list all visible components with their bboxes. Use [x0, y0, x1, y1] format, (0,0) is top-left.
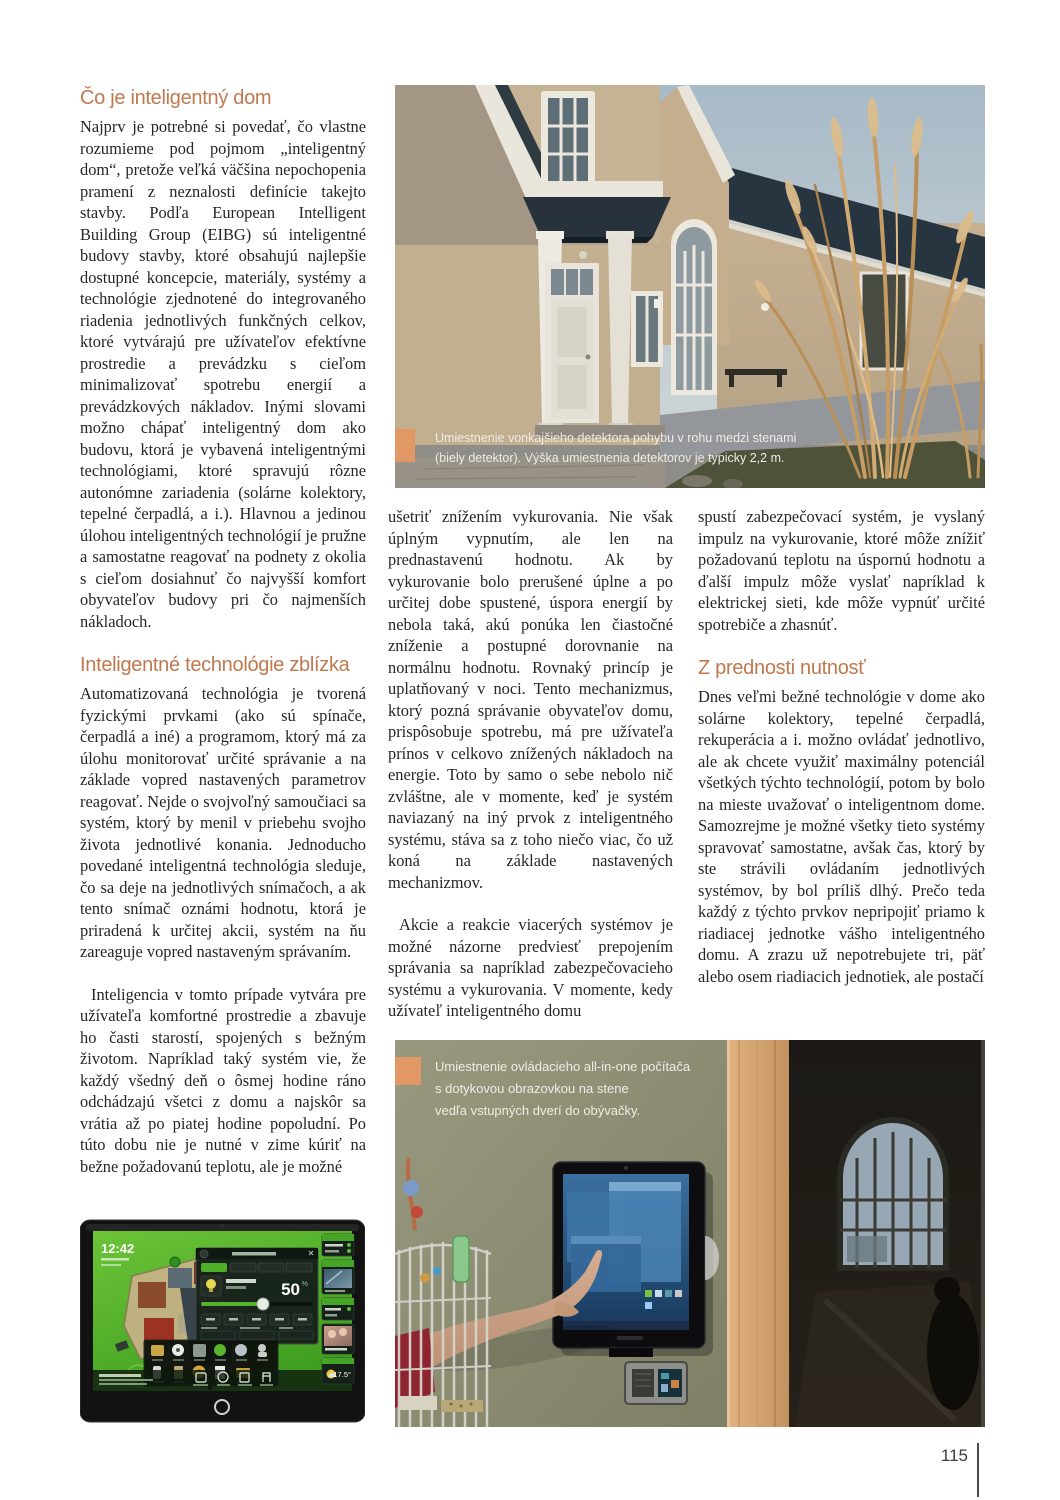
pc-logo: [617, 1336, 643, 1340]
tablet-camera-icon: [221, 1225, 224, 1228]
slider-fill: [201, 1302, 263, 1306]
motion-detector: [761, 303, 769, 311]
right-text-column: [698, 506, 985, 987]
slider-thumb: [257, 1298, 269, 1310]
mount-bracket: [609, 1348, 653, 1357]
preset-buttons: [201, 1314, 312, 1325]
caption-line: vedľa vstupných dverí do obývačky.: [435, 1103, 641, 1118]
caption-line: s dotykovou obrazovkou na stene: [435, 1081, 629, 1096]
temperature-text: 17.5°: [333, 1370, 351, 1379]
leaf-icon: [214, 1344, 226, 1356]
middle-text-column: [388, 506, 673, 1022]
paragraph: Automatizovaná technológia je tvorená fyzickými prvkami (ako sú spínače, čerpadlá a iné) a programom, ktorý má za úlohu monitorovať určité správanie a na základe vopred nastavených parametrov reagovať. Nejde o svojvoľný samoučiaci sa systém, ktorý by menil v priebehu svojho života jednotlivé konania. Jednoducho povedané inteligentná technológia sleduje, čo sa deje na jednotlivých snímačoch, a ak tento snímač oznámi hodnotu, ktorá je priradená k určitej akcii, systém na ňu zareaguje vopred nastaveným správaním.: [80, 684, 366, 961]
section-heading-from-advantage-to-necessity: Z prednosti nutnosť: [698, 657, 866, 679]
caption-line: Umiestnenie vonkajšieho detektora pohybu v rohu medzi stenami: [435, 431, 797, 445]
smart-home-tablet-photo: [80, 1218, 365, 1424]
cage-toy: [433, 1267, 441, 1275]
feeder-bottle: [453, 1236, 469, 1282]
wall-detector: [654, 299, 660, 308]
tab: [230, 1263, 256, 1272]
family-photo-thumbnail: [324, 1326, 352, 1346]
door-handle: [586, 355, 591, 360]
status-text-line: [99, 1374, 141, 1377]
tab: [258, 1263, 284, 1272]
tab: [286, 1263, 312, 1272]
wheel-icon: [235, 1344, 247, 1356]
dialog-title-text: [232, 1252, 276, 1256]
caption-marker: [395, 1057, 421, 1085]
glass-door-reflection: [789, 1040, 985, 1427]
cage-tray: [399, 1396, 437, 1410]
house-left-block: [395, 85, 671, 477]
wooden-door-frame: [727, 1040, 789, 1427]
wall-keypad: [625, 1362, 687, 1404]
caption-line: (biely detektor). Výška umiestnenia detektorov je typicky 2,2 m.: [435, 451, 785, 465]
dimmer-unit-text: %: [301, 1281, 308, 1288]
front-door: [545, 263, 599, 423]
person-icon: [258, 1344, 266, 1352]
caption-marker: [395, 429, 415, 462]
caption-line: Umiestnenie ovládacieho all-in-one počítača: [435, 1059, 691, 1074]
reflected-buildings: [847, 1236, 887, 1262]
page-number: 115: [940, 1446, 968, 1465]
light-dimmer-dialog: [196, 1248, 318, 1344]
webcam-icon: [624, 1166, 628, 1170]
paragraph: Dnes veľmi bežné technológie v dome ako solárne kolektory, tepelné čerpadlá, rekuperácia a i. možno ovládať jednotlivo, ale ak chcete využiť maximálny potenciál všetkých týchto technológií, potom by bolo na mieste uvažovať o inteligentnom dome. Samozrejme je možné všetky tieto systémy spravovať samostatne, avšak čas, ktorý by ste strávili ovládaním jednotlivých systémov, by bol príliš dlhý. Prečo teda každý z týchto prvkov nepripojiť priamo k riadiacej jednotke vášho inteligentného domu. A zrazu už nepotrebujete tri, päť alebo osem riadiacich jednotiek, ale postačí: [698, 687, 985, 986]
house-exterior-photo: [395, 85, 985, 488]
paragraph: Inteligencia v tomto prípade vytvára pre užívateľa komfortné prostredie a zbavuje ho časti starostí, spojených s bežným životom. Napríklad taký systém vie, že každý všedný deň o ôsmej hodine ráno odchádzajú všetci z domu a najskôr sa vrátia až po piatej hodine popoludní. Po túto dobu nie je nutné v zime kúriť na bežne požadovanú teplotu, ale je možné: [80, 984, 366, 1176]
tree-icon: [170, 1257, 180, 1267]
paragraph: spustí zabezpečovací systém, je vyslaný impulz na vykurovanie, ktoré môže znížiť požadovanú teplotu na úspornú hodnotu a ďalší impulz môže vyslať napríklad k elektrickej sieti, kde môže vypnúť určité spotrebiče a zhasnúť.: [698, 507, 985, 634]
porch-lamp: [579, 251, 587, 259]
paragraph: Akcie a reakcie viacerých systémov je možné názorne predviesť prepojením správania sa napríklad zabezpečovacieho systému a vykurovania. V momente, kedy užívateľ inteligentného domu: [388, 915, 673, 1020]
wall-touchscreen-photo: [395, 1040, 985, 1427]
tab-active: [201, 1263, 227, 1272]
house-photo-caption: [435, 428, 796, 468]
paragraph: Najprv je potrebné si povedať, čo vlastne rozumieme pod pojmom „inteligentný dom“, pretože veľká väčšina nepochopenia pramení z neznalosti definície takejto stavby. Podľa European Intelligent Building Group (EIBG) sú inteligentné budovy stavby, ktoré obsahujú najlepšie dostupné koncepcie, materiály, systémy a technológie zjednotené do integrovaného riadenia jednotlivých funkčných celkov, ktoré vytvárajú pre užívateľov efektívne prostredie a prevádzku s cieľom minimalizovať spotrebu energií a prevádzkových nákladov. Inými slovami možno chápať inteligentný dom ako budovu, ktorá je vybavená inteligentnými technológiami, ktoré spravujú rôzne autonómne zariadenia (solárne kolektory, tepelné čerpadlá, a i.). Hlavnou a jedinou úlohou inteligentných technológií je pružne a samostatne reagovať na podnety z okolia s cieľom dosiahnuť čo najvyšší komfort obyvateľov budovy pri čo najmenších nákladoch.: [80, 117, 366, 631]
cage-toy: [420, 1273, 430, 1283]
column-right: [608, 237, 632, 425]
date-text-line: [101, 1258, 129, 1261]
clock-text: 12:42: [101, 1241, 135, 1256]
rock: [682, 475, 712, 487]
bench: [725, 369, 787, 375]
footer-rule: [977, 1443, 979, 1497]
gable-window: [541, 91, 595, 189]
left-text-column: [80, 86, 366, 1177]
camera-thumbnail: [324, 1269, 352, 1288]
paragraph: ušetriť znížením vykurovania. Nie však úplným vypnutím, ale len na prednastavenú hodnotu. Ak by vykurovanie bolo prerušené úplne a po určitej dobe spustené, úspora energií by nebola taká, akú ponúka len čiastočné zníženie a postupné dorovnanie na normálnu hodnotu. Rovnaký princíp je uplatňovaný v noci. Tento mechanizmus, ktorý pozná správanie obyvateľov domu, prispôsobuje spotrebu, má pre užívateľa prínos v celkovo znížených nákladoch na energie. Toto by samo o sebe nebolo nič zvláštne, ale v momente, keď je systém naviazaný na iný prvok z inteligentného systému, stáva sa z toho niečo viac, čo už koná na základe nastavených mechanizmov.: [388, 507, 673, 892]
bottom-bar: [93, 1370, 352, 1391]
back-icon: [200, 1250, 208, 1258]
section-heading-technologies-close-up: Inteligentné technológie zblízka: [80, 654, 350, 676]
section-heading-what-is-smart-home: Čo je inteligentný dom: [80, 87, 272, 109]
lightbulb-icon: [206, 1279, 216, 1289]
cage-toy: [411, 1206, 423, 1218]
tablet-illustration: [80, 1218, 365, 1424]
wall-panel-photo-caption: [435, 1056, 690, 1122]
cage-toy: [403, 1180, 419, 1196]
light-name-text: [226, 1279, 256, 1283]
dimmer-value-text: 50: [281, 1280, 300, 1299]
